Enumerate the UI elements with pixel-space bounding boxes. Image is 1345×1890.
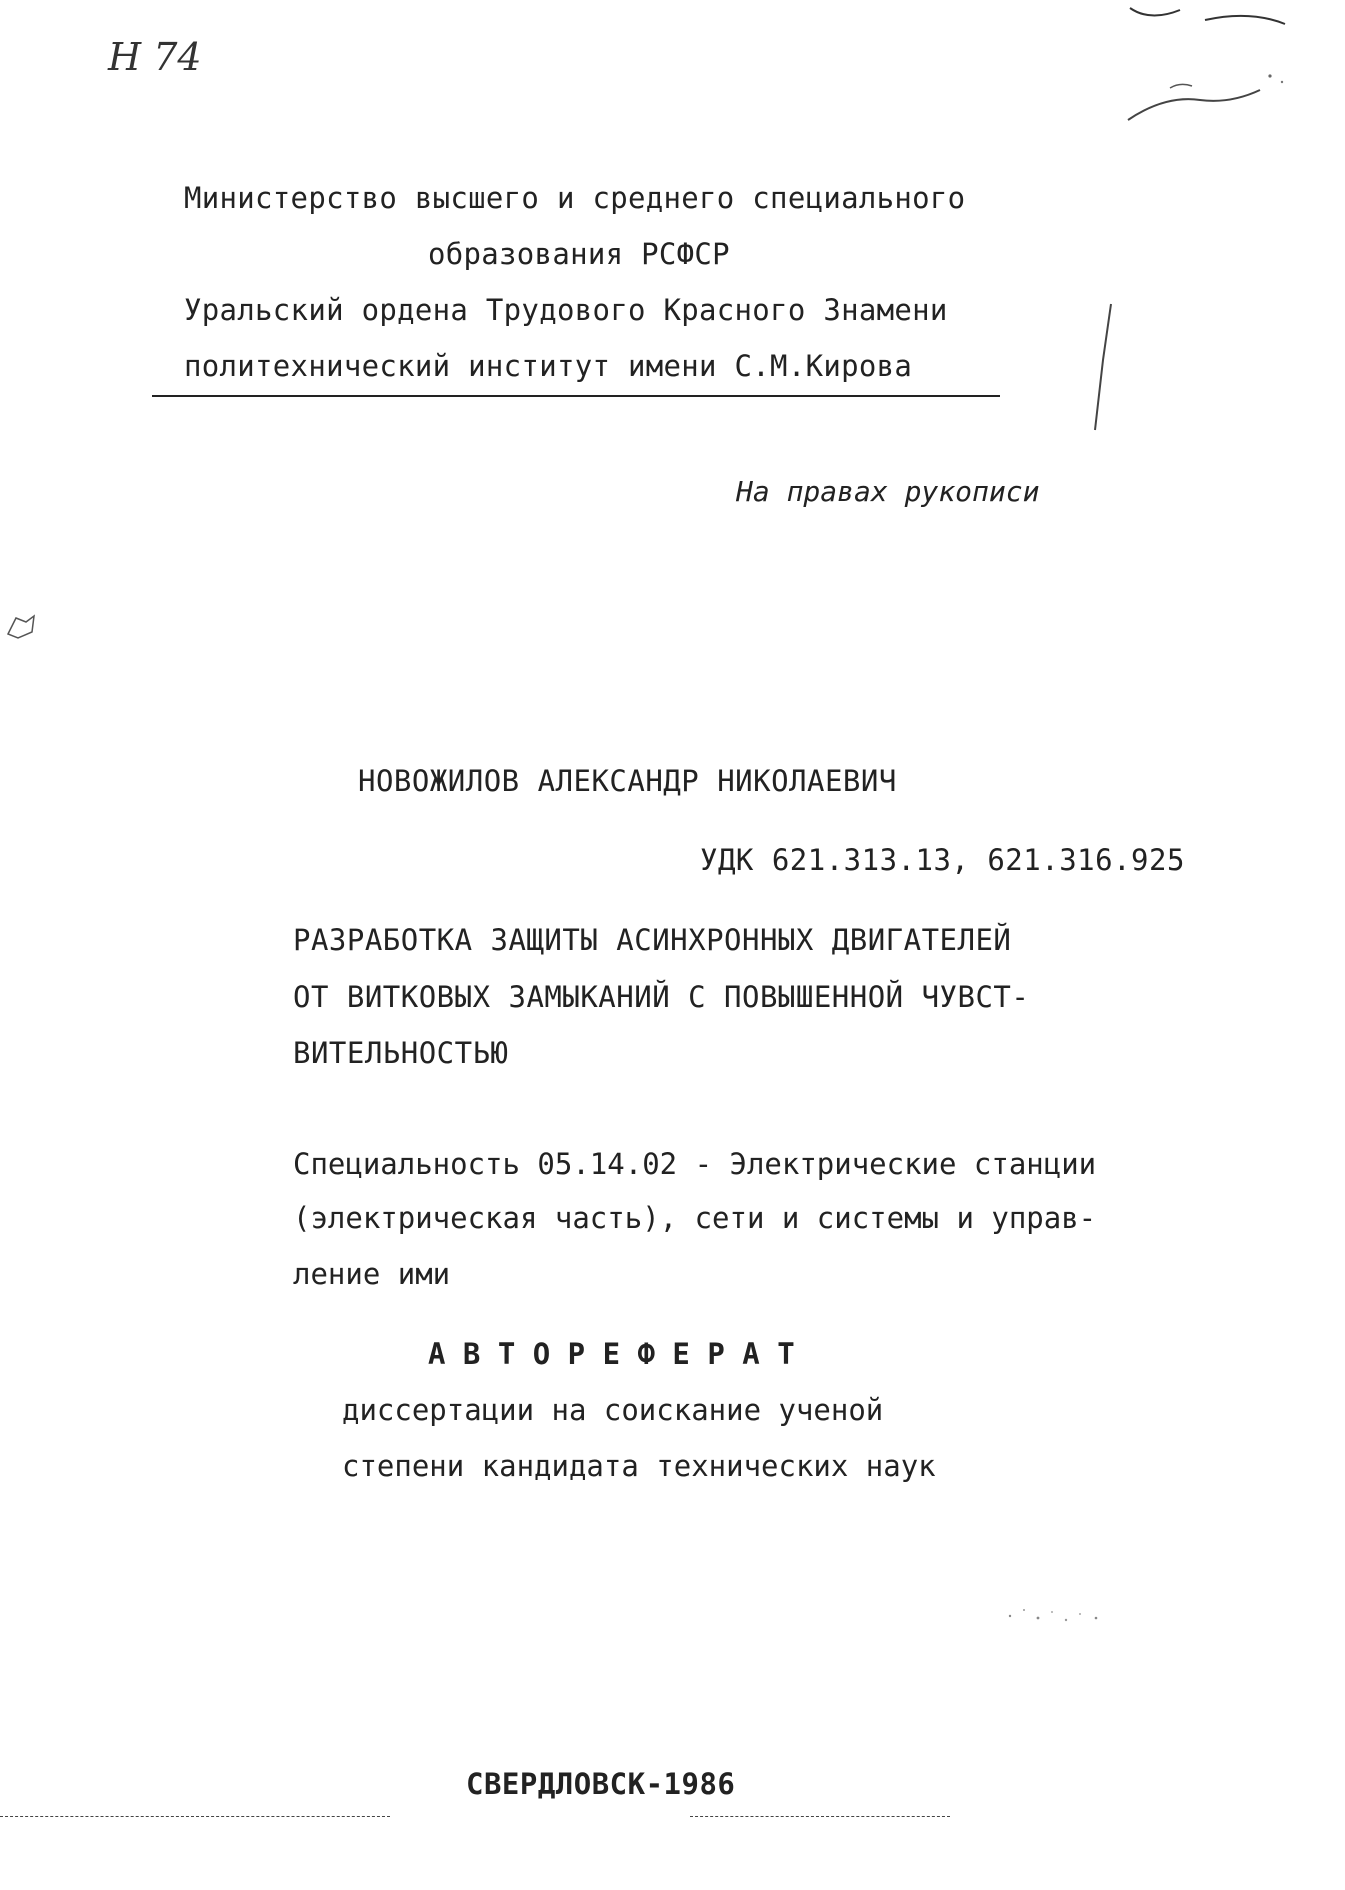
- city-year-footer: СВЕРДЛОВСК-1986: [466, 1767, 736, 1801]
- specialty-line-3: ление ими: [293, 1257, 451, 1291]
- scan-speckle: [1000, 1596, 1120, 1636]
- edge-stamp-mark: [4, 612, 40, 642]
- handwritten-mark: [1110, 0, 1345, 130]
- handwritten-catalog-note: Н 74: [108, 35, 202, 79]
- specialty-line-2: (электрическая часть), сети и системы и управ-: [293, 1201, 1097, 1235]
- abstract-line-2: степени кандидата технических наук: [342, 1449, 936, 1483]
- author-name: НОВОЖИЛОВ АЛЕКСАНДР НИКОЛАЕВИЧ: [358, 764, 897, 798]
- bottom-dashed-rule-right: [690, 1816, 950, 1817]
- udc-code: УДК 621.313.13, 621.316.925: [700, 843, 1185, 877]
- title-line-2: ОТ ВИТКОВЫХ ЗАМЫКАНИЙ С ПОВЫШЕННОЙ ЧУВСТ-: [293, 980, 1030, 1014]
- institute-line-1: Уральский ордена Трудового Красного Знамени: [184, 293, 948, 327]
- bottom-dashed-rule-left: [0, 1816, 390, 1817]
- ministry-line-1: Министерство высшего и среднего специального: [184, 181, 966, 215]
- abstract-heading: А В Т О Р Е Ф Е Р А Т: [428, 1337, 795, 1371]
- margin-pencil-stroke: [1075, 300, 1115, 435]
- manuscript-rights-note: На правах рукописи: [736, 475, 1040, 508]
- title-line-1: РАЗРАБОТКА ЗАЩИТЫ АСИНХРОННЫХ ДВИГАТЕЛЕЙ: [293, 923, 1012, 957]
- institute-line-2: политехнический институт имени С.М.Кирова: [184, 349, 913, 383]
- abstract-line-1: диссертации на соискание ученой: [342, 1393, 884, 1427]
- ministry-line-2: образования РСФСР: [428, 237, 730, 271]
- title-line-3: ВИТЕЛЬНОСТЬЮ: [293, 1036, 509, 1070]
- header-underline: [152, 395, 1000, 397]
- specialty-line-1: Специальность 05.14.02 - Электрические станции: [293, 1147, 1097, 1181]
